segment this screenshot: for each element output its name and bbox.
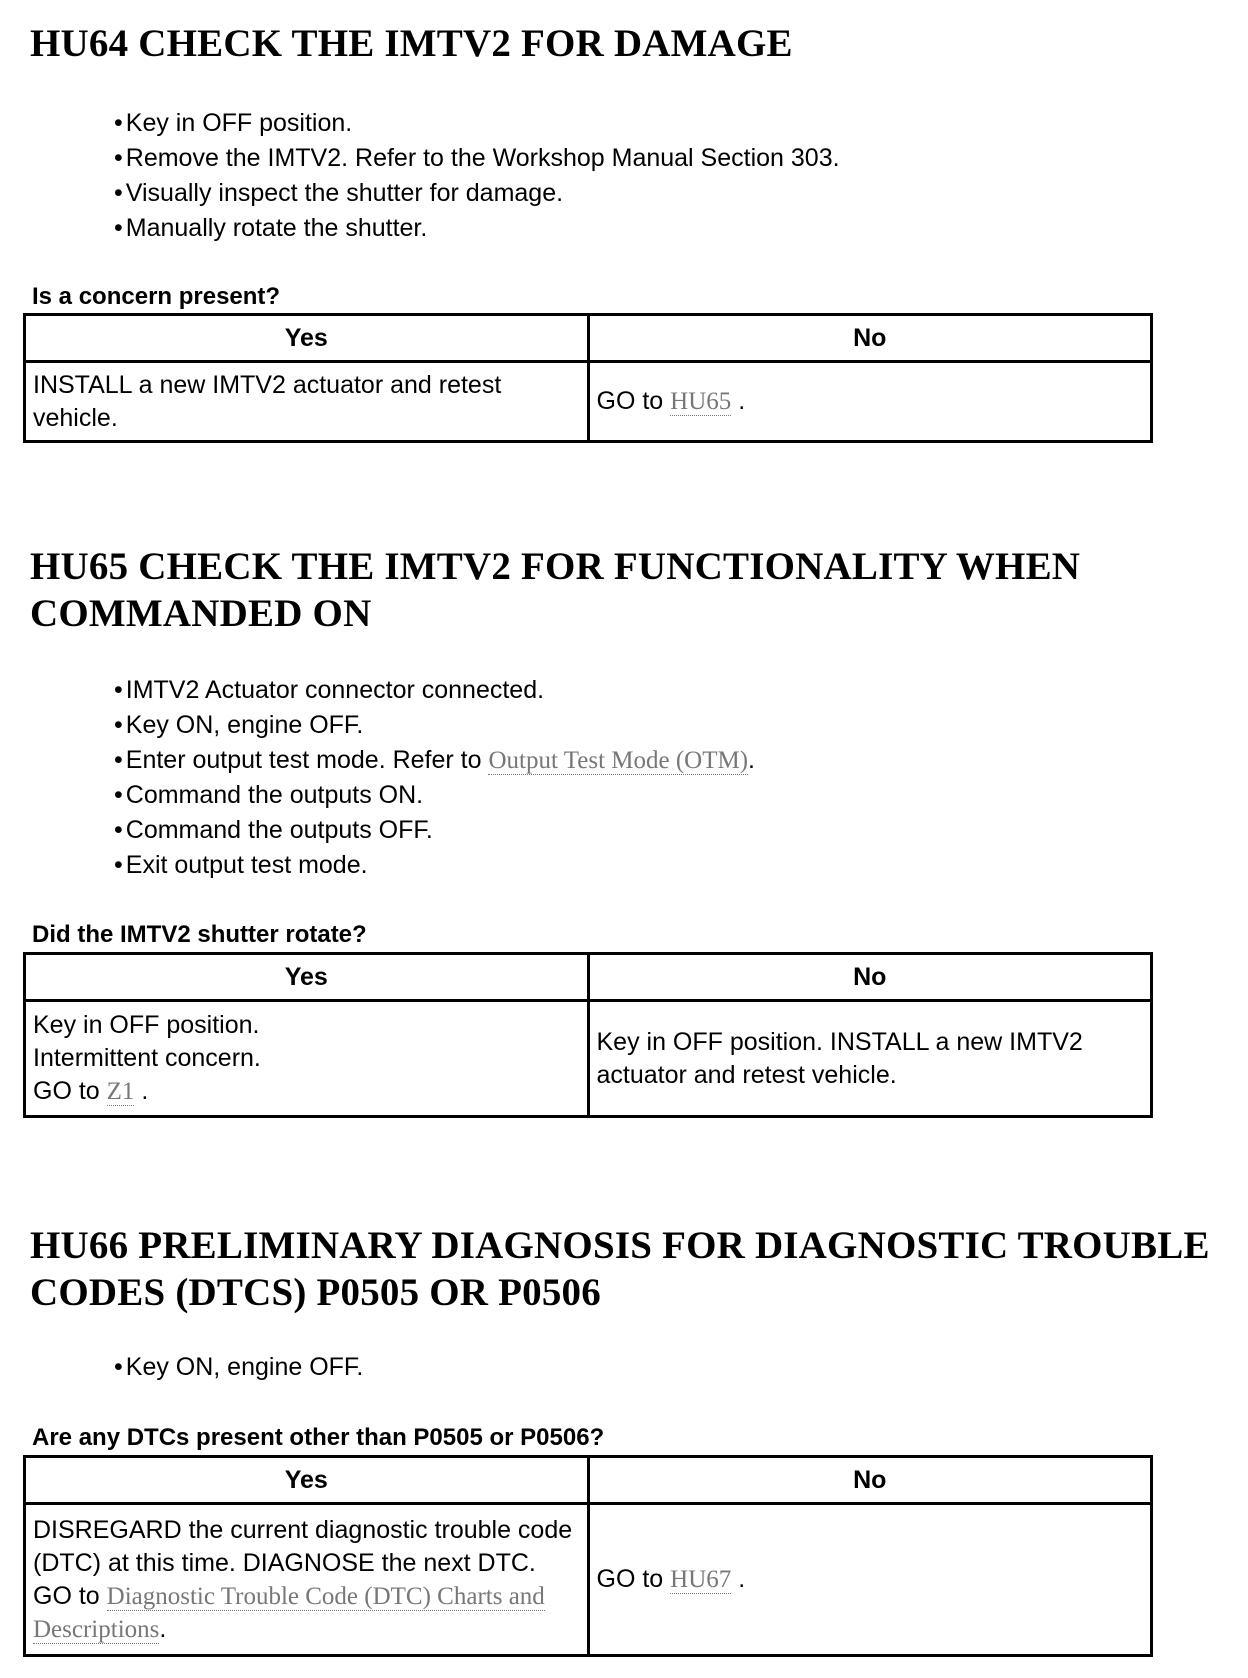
yes-suffix: . bbox=[159, 1614, 167, 1643]
no-suffix: . bbox=[731, 1565, 746, 1593]
step-item: • Command the outputs OFF. bbox=[114, 813, 755, 848]
hu66-steps bbox=[114, 1350, 363, 1385]
step-item: • Remove the IMTV2. Refer to the Workshop Manual Section 303. bbox=[114, 141, 840, 176]
hu66-title bbox=[30, 1222, 1240, 1316]
z1-link[interactable]: Z1 bbox=[106, 1078, 135, 1105]
yes-header: Yes bbox=[25, 315, 589, 362]
hu65-link[interactable]: HU65 bbox=[670, 388, 732, 415]
hu65-question: Did the IMTV2 shutter rotate? bbox=[32, 921, 367, 948]
yes-text: DISREGARD the current diagnostic trouble code (DTC) at this time. DIAGNOSE the next DTC. GO to bbox=[33, 1515, 573, 1610]
step-item: • Visually inspect the shutter for damage. bbox=[114, 176, 840, 211]
step-item: • Command the outputs ON. bbox=[114, 778, 755, 813]
hu66-result-table bbox=[23, 1455, 1153, 1657]
yes-cell bbox=[25, 362, 589, 442]
yes-text: INSTALL a new IMTV2 actuator and retest vehicle. bbox=[33, 370, 502, 432]
no-cell bbox=[588, 1504, 1152, 1656]
yes-prefix: GO to bbox=[33, 1077, 107, 1105]
no-cell bbox=[588, 362, 1152, 442]
step-item: • Key ON, engine OFF. bbox=[114, 708, 755, 743]
step-item: • Key in OFF position. bbox=[114, 106, 840, 141]
hu64-title: HU64 CHECK THE IMTV2 FOR DAMAGE bbox=[30, 22, 793, 65]
yes-header: Yes bbox=[25, 1457, 589, 1504]
no-prefix: GO to bbox=[596, 387, 671, 415]
step-item: • Key ON, engine OFF. bbox=[114, 1350, 363, 1385]
no-header: No bbox=[588, 954, 1152, 1001]
hu66-title-line2: CODES (DTCS) P0505 OR P0506 bbox=[30, 1271, 601, 1314]
hu65-steps bbox=[114, 673, 755, 883]
yes-header: Yes bbox=[25, 954, 589, 1001]
step-item: • Manually rotate the shutter. bbox=[114, 211, 840, 246]
step-item bbox=[114, 743, 755, 778]
step-item: • Exit output test mode. bbox=[114, 848, 755, 883]
yes-suffix: . bbox=[134, 1077, 149, 1105]
hu67-link[interactable]: HU67 bbox=[670, 1566, 732, 1593]
yes-line1: Key in OFF position. bbox=[33, 1011, 260, 1039]
hu66-title-line1: HU66 PRELIMINARY DIAGNOSIS FOR DIAGNOSTIC TROUBLE bbox=[30, 1224, 1210, 1267]
no-prefix: GO to bbox=[596, 1565, 671, 1593]
hu65-title-line1: HU65 CHECK THE IMTV2 FOR FUNCTIONALITY WHEN bbox=[30, 545, 1081, 588]
hu64-result-table bbox=[23, 313, 1153, 443]
step-suffix: . bbox=[748, 746, 755, 774]
no-suffix: . bbox=[731, 387, 746, 415]
step-item: • IMTV2 Actuator connector connected. bbox=[114, 673, 755, 708]
hu65-result-table bbox=[23, 952, 1153, 1118]
hu65-title bbox=[30, 543, 1230, 637]
no-header: No bbox=[588, 1457, 1152, 1504]
hu66-question: Are any DTCs present other than P0505 or P0506? bbox=[32, 1424, 605, 1451]
dtc-charts-link[interactable]: Diagnostic Trouble Code (DTC) Charts and Descriptions bbox=[33, 1582, 545, 1643]
hu64-steps bbox=[114, 106, 840, 246]
yes-cell bbox=[25, 1504, 589, 1656]
step-text: Enter output test mode. Refer to bbox=[125, 746, 489, 774]
yes-cell bbox=[25, 1001, 589, 1117]
no-text: Key in OFF position. INSTALL a new IMTV2 actuator and retest vehicle. bbox=[596, 1027, 1083, 1089]
hu64-question: Is a concern present? bbox=[32, 283, 281, 310]
output-test-mode-link[interactable]: Output Test Mode (OTM) bbox=[488, 747, 749, 774]
hu65-title-line2: COMMANDED ON bbox=[30, 592, 372, 635]
no-header: No bbox=[588, 315, 1152, 362]
yes-line2: Intermittent concern. bbox=[33, 1044, 261, 1072]
no-cell bbox=[588, 1001, 1152, 1117]
